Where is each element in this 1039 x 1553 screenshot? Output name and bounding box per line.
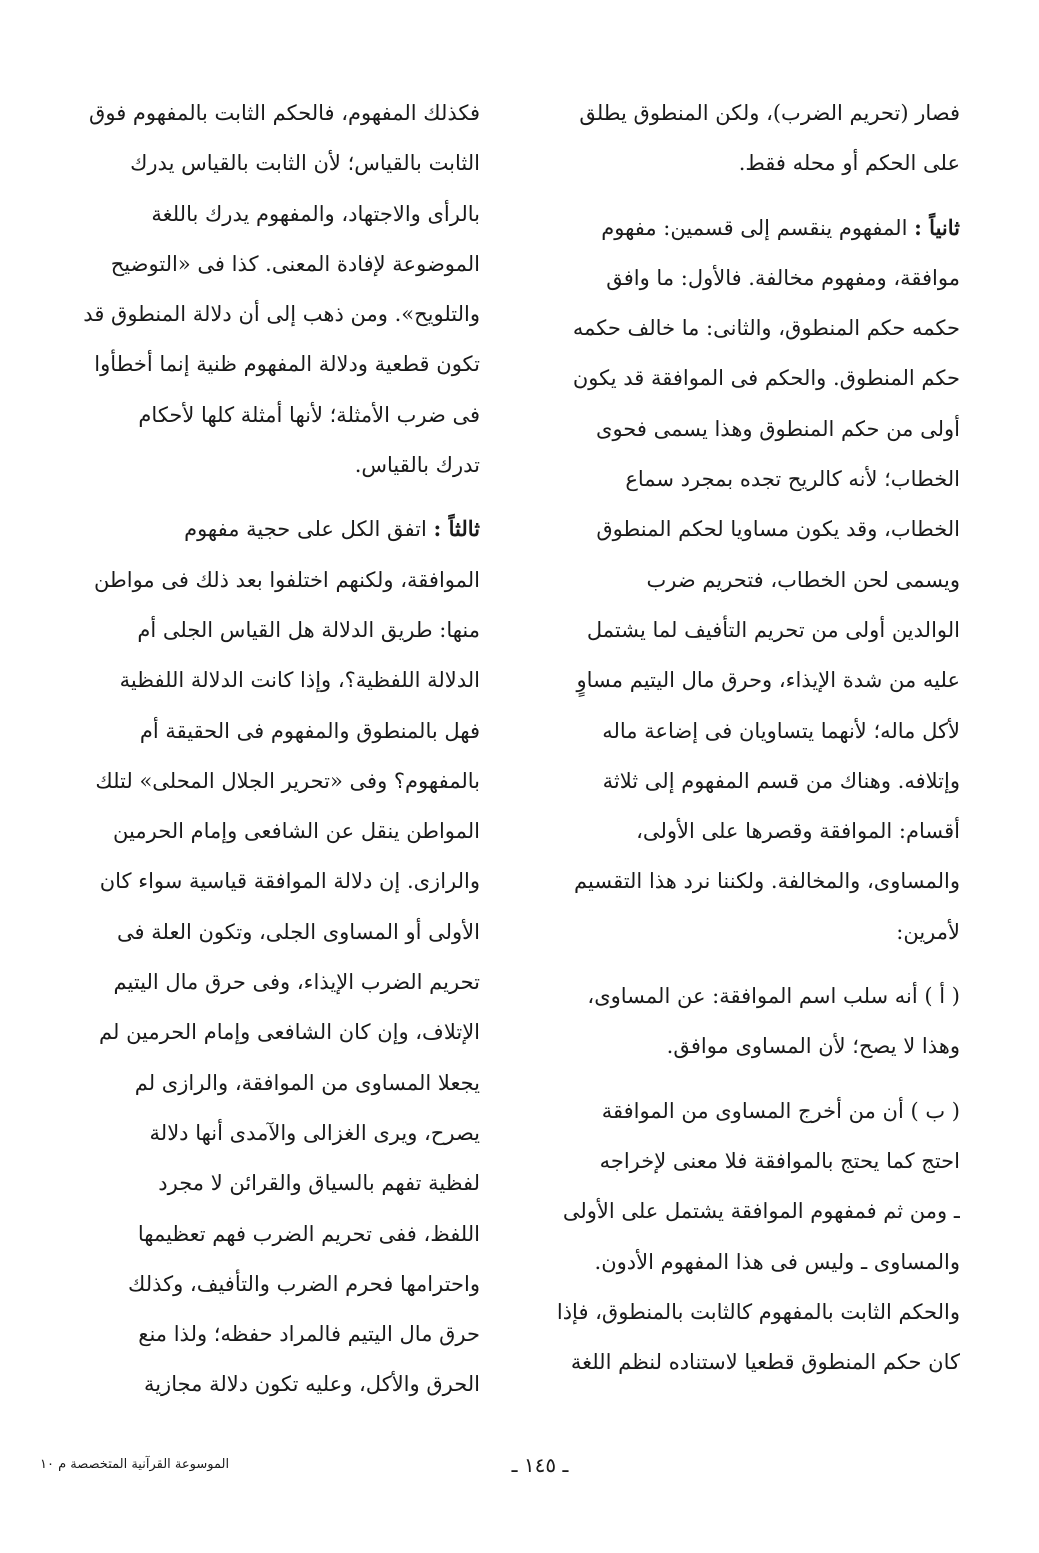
text-line: الموافقة، ولكنهم اختلفوا بعد ذلك فى مواطن: [94, 567, 480, 592]
paragraph: [520, 88, 960, 189]
page-number: ـ ١٤٥ ـ: [511, 1453, 569, 1477]
text-line: وإتلافه. وهناك من قسم المفهوم إلى ثلاثة: [602, 768, 960, 793]
paragraph-lead: ثالثاً :: [433, 516, 480, 542]
text-line: ـ ومن ثم فمفهوم الموافقة يشتمل على الأولى: [562, 1199, 960, 1224]
text-line: الثابت بالقياس؛ لأن الثابت بالقياس يدرك: [130, 151, 480, 176]
text-line: احتج كما يحتج بالموافقة فلا معنى لإخراجه: [599, 1148, 960, 1173]
right-column: [520, 88, 960, 1387]
text-line: يجعلا المساوى من الموافقة، والرازى لم: [134, 1070, 480, 1095]
text-line: تحريم الضرب الإيذاء، وفى حرق مال اليتيم: [113, 970, 480, 995]
text-line: كان حكم المنطوق قطعيا لاستناده لنظم اللغة: [570, 1350, 960, 1375]
text-line: لأكل ماله؛ لأنهما يتساويان فى إضاعة ماله: [602, 718, 960, 743]
text-line: أقسام: الموافقة وقصرها على الأولى،: [636, 819, 960, 844]
text-line: فصار (تحريم الضرب)، ولكن المنطوق يطلق: [579, 101, 960, 125]
text-line: تكون قطعية ودلالة المفهوم ظنية إنما أخطأوا: [94, 352, 480, 377]
text-line: لأمرين:: [896, 919, 960, 944]
text-line: على الحكم أو محله فقط.: [738, 151, 960, 176]
text-line: الخطاب، وقد يكون مساويا لحكم المنطوق: [596, 517, 960, 542]
text-line: حرق مال اليتيم فالمراد حفظه؛ ولذا منع: [138, 1322, 480, 1347]
paragraph: [520, 971, 960, 1072]
text-line: بالمفهوم؟ وفى «تحرير الجلال المحلى» لتلك: [95, 768, 480, 793]
text-span: المفهوم ينقسم إلى قسمين: مفهوم: [601, 215, 908, 240]
text-line: تدرك بالقياس.: [354, 453, 480, 478]
text-line: موافقة، ومفهوم مخالفة. فالأول: ما وافق: [606, 265, 960, 290]
paragraph: [40, 504, 480, 1409]
page-footer: [40, 1453, 960, 1493]
text-line: الإتلاف، وإن كان الشافعى وإمام الحرمين لم: [99, 1020, 480, 1045]
text-line: فهل بالمنطوق والمفهوم فى الحقيقة أم: [139, 718, 480, 743]
text-line: ( ب ) أن من أخرج المساوى من الموافقة: [601, 1098, 960, 1123]
text-line: والتلويح». ومن ذهب إلى أن دلالة المنطوق قد: [83, 302, 480, 327]
text-line: [520, 203, 960, 253]
text-line: والمساوى ـ وليس فى هذا المفهوم الأدون.: [594, 1249, 960, 1274]
text-line: ويسمى لحن الخطاب، فتحريم ضرب: [646, 567, 960, 592]
text-line: فكذلك المفهوم، فالحكم الثابت بالمفهوم فوق: [89, 101, 480, 125]
text-line: يصرح، ويرى الغزالى والآمدى أنها دلالة: [149, 1120, 480, 1145]
text-line: ( أ ) أنه سلب اسم الموافقة: عن المساوى،: [587, 984, 960, 1009]
paragraph: [40, 88, 480, 490]
left-column: [40, 88, 480, 1410]
text-line: لفظية تفهم بالسياق والقرائن لا مجرد: [158, 1171, 480, 1196]
text-line: اللفظ، ففى تحريم الضرب فهم تعظيمها: [137, 1221, 480, 1246]
text-line: الوالدين أولى من تحريم التأفيف لما يشتمل: [586, 617, 960, 642]
text-line: بالرأى والاجتهاد، والمفهوم يدرك باللغة: [151, 201, 480, 226]
text-line: الدلالة اللفظية؟، وإذا كانت الدلالة اللفظية: [119, 668, 480, 693]
text-line: حكمه حكم المنطوق، والثانى: ما خالف حكمه: [572, 316, 960, 341]
text-line: فى ضرب الأمثلة؛ لأنها أمثلة كلها لأحكام: [138, 402, 480, 427]
text-line: [40, 504, 480, 554]
text-line: وهذا لا يصح؛ لأن المساوى موافق.: [666, 1034, 960, 1059]
text-line: والحكم الثابت بالمفهوم كالثابت بالمنطوق، فإذا: [556, 1299, 960, 1324]
text-line: والمساوى، والمخالفة. ولكننا نرد هذا التقسيم: [574, 869, 960, 894]
paragraph: [520, 203, 960, 957]
text-line: الموضوعة لإفادة المعنى. كذا فى «التوضيح: [110, 251, 480, 276]
text-line: عليه من شدة الإيذاء، وحرق مال اليتيم مساوٍ: [576, 668, 960, 693]
text-line: حكم المنطوق. والحكم فى الموافقة قد يكون: [572, 366, 960, 391]
text-line: الحرق والأكل، وعليه تكون دلالة مجازية: [143, 1372, 480, 1397]
text-line: الخطاب؛ لأنه كالريح تجده بمجرد سماع: [625, 467, 960, 492]
text-line: المواطن ينقل عن الشافعى وإمام الحرمين: [113, 819, 480, 844]
paragraph-lead: ثانياً :: [914, 214, 960, 240]
footer-note: الموسوعة القرآنية المتخصصة م ١٠: [40, 1457, 230, 1472]
text-line: منها: طريق الدلالة هل القياس الجلى أم: [137, 617, 480, 642]
text-line: الأولى أو المساوى الجلى، وتكون العلة فى: [117, 919, 480, 944]
paragraph: [520, 1086, 960, 1388]
text-line: أولى من حكم المنطوق وهذا يسمى فحوى: [596, 416, 960, 441]
text-span: اتفق الكل على حجية مفهوم: [184, 517, 427, 542]
text-line: واحترامها فحرم الضرب والتأفيف، وكذلك: [128, 1271, 480, 1296]
text-line: والرازى. إن دلالة الموافقة قياسية سواء كان: [99, 869, 480, 894]
